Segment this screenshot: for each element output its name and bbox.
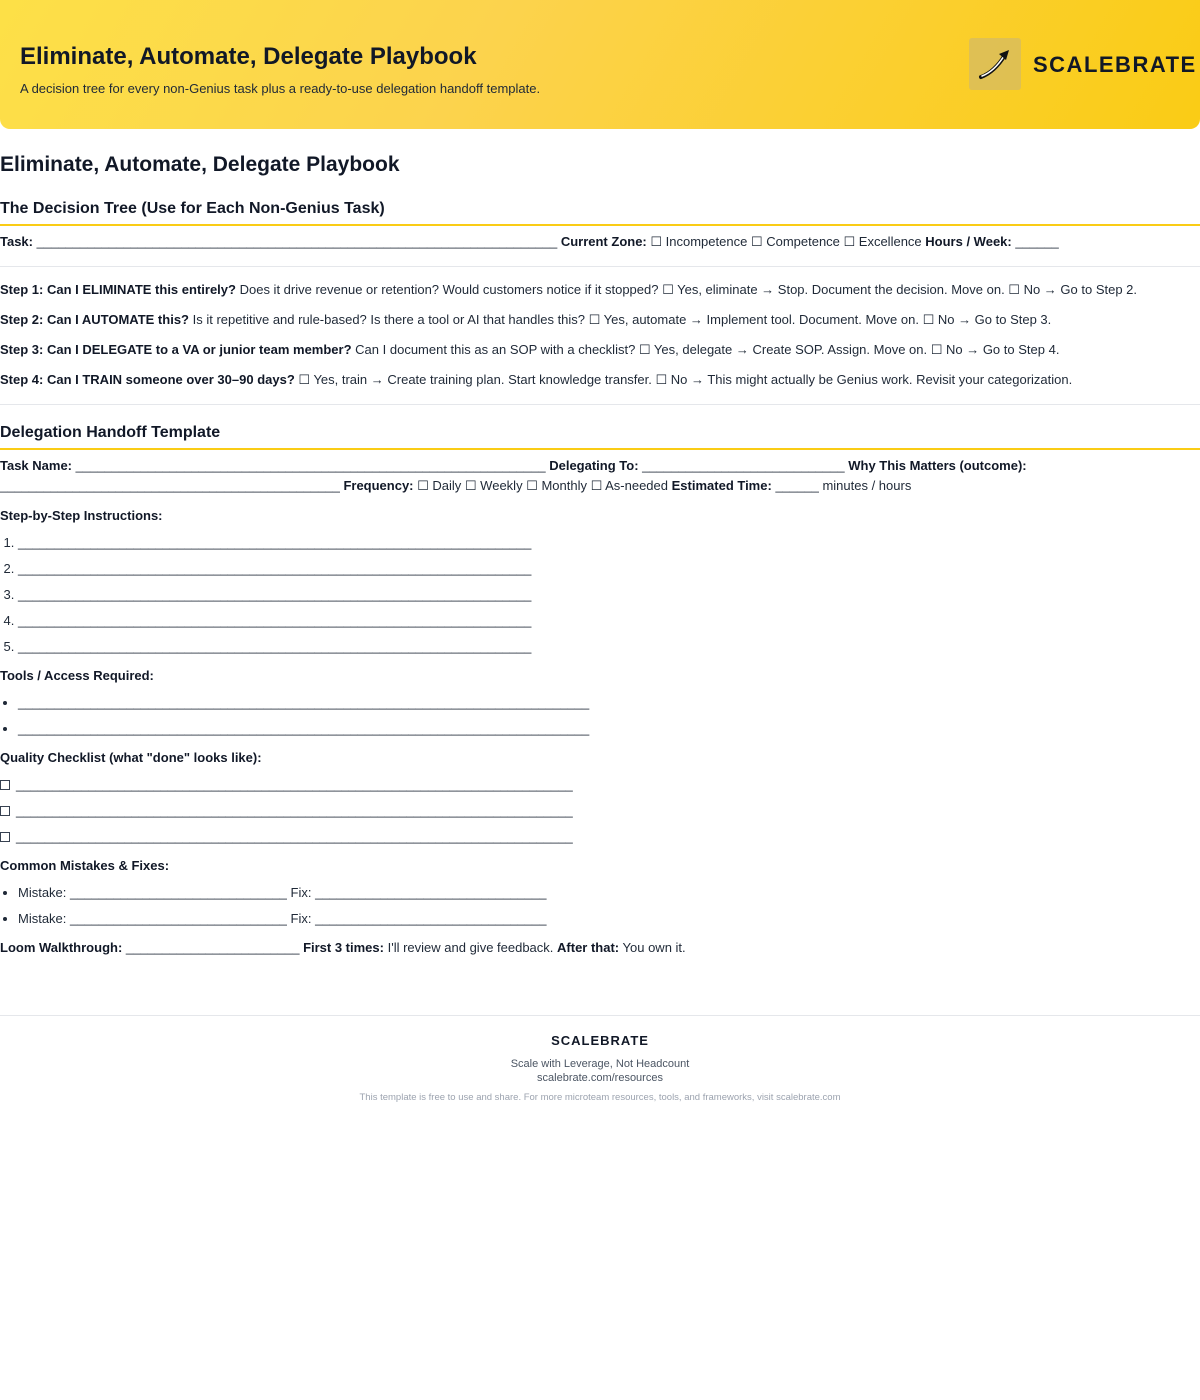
step-text: Is it repetitive and rule-based? Is there a tool or AI that handles this? ☐ Yes, automate → Implement tool. Document. Move on. ☐ No → Go to Step 3. [192,312,1052,327]
brand-name: SCALEBRATE [1033,52,1197,77]
time-label: Estimated Time: [671,478,772,493]
quality-item [0,772,1200,798]
checkbox[interactable] [0,806,10,816]
header-subtitle: A decision tree for every non-Genius task plus a ready-to-use delegation handoff template. [20,81,541,96]
decision-step [0,310,1200,330]
step-label: Step 1: Can I ELIMINATE this entirely? [0,282,236,297]
zone-label: Current Zone: [560,234,647,249]
after-text: You own it. [622,940,686,955]
loom-line [0,938,1200,958]
why-label: Why This Matters (outcome): [848,458,1027,473]
header-title: Eliminate, Automate, Delegate Playbook [20,43,477,70]
quality-checklist [0,772,1200,850]
first-label: First 3 times: [303,940,384,955]
logo-icon [969,38,1021,90]
mistake-blank[interactable]: Mistake: ______________________________ [18,911,287,926]
document-title: Eliminate, Automate, Delegate Playbook [0,153,400,176]
step-text: Can I document this as an SOP with a checklist? ☐ Yes, delegate → Create SOP. Assign. Move on. ☐ No → Go to Step 4. [355,342,1060,357]
task-label: Task: [0,234,33,249]
instruction-blank[interactable]: 4. _______________________________________________________________________ [18,608,1200,634]
instruction-blank[interactable]: 3. _______________________________________________________________________ [18,582,1200,608]
first-text: I'll review and give feedback. [387,940,554,955]
loom-blank[interactable]: ________________________ [125,940,300,955]
mistake-item [18,906,1200,932]
after-label: After that: [557,940,620,955]
loom-label: Loom Walkthrough: [0,940,123,955]
step-text: Does it drive revenue or retention? Would customers notice if it stopped? ☐ Yes, eliminate → Stop. Document the decision. Move on. ☐ No → Go to Step 2. [239,282,1138,297]
quality-label: Quality Checklist (what "done" looks like): [0,750,262,765]
quality-blank[interactable]: _____________________________________________________________________________ [16,777,573,792]
quality-blank[interactable]: _____________________________________________________________________________ [16,829,573,844]
decision-tree-heading: The Decision Tree (Use for Each Non-Genius Task) [0,200,385,217]
task-line [0,232,1200,252]
hours-blank[interactable]: ______ [1015,234,1059,249]
document-body [0,150,1200,958]
time-blank[interactable]: ______ [775,478,819,493]
instruction-list [0,530,1200,660]
mistake-blank[interactable]: Mistake: ______________________________ [18,885,287,900]
footer-url[interactable]: scalebrate.com/resources [537,1072,663,1084]
mistakes-label: Common Mistakes & Fixes: [0,858,170,873]
task-name-label: Task Name: [0,458,73,473]
delegating-label: Delegating To: [549,458,639,473]
fix-blank[interactable]: Fix: ________________________________ [290,911,547,926]
step-label: Step 2: Can I AUTOMATE this? [0,312,189,327]
decision-step [0,340,1200,360]
frequency-options[interactable]: ☐ Daily ☐ Weekly ☐ Monthly ☐ As-needed [417,478,668,493]
decision-step [0,280,1200,300]
handoff-heading: Delegation Handoff Template [0,424,221,441]
quality-item [0,798,1200,824]
tool-blank[interactable]: • _______________________________________________________________________________ [18,690,1200,716]
instruction-blank[interactable]: 1. _______________________________________________________________________ [18,530,1200,556]
fix-blank[interactable]: Fix: ________________________________ [290,885,547,900]
checkbox[interactable] [0,832,10,842]
mistake-item [18,880,1200,906]
tool-blank[interactable]: • _______________________________________________________________________________ [18,716,1200,742]
footer-tagline: Scale with Leverage, Not Headcount [510,1058,690,1070]
handoff-heading-wrap [0,422,1200,450]
mistakes-list [0,880,1200,932]
footer-brand: SCALEBRATE [551,1033,649,1048]
instruction-blank[interactable]: 5. _______________________________________________________________________ [18,634,1200,660]
handoff-details [0,456,1200,496]
step-label: Step 3: Can I DELEGATE to a VA or junior team member? [0,342,352,357]
footer-note: This template is free to use and share. For more microteam resources, tools, and frameworks, visit scalebrate.com [359,1092,841,1103]
time-units: minutes / hours [822,478,912,493]
task-name-blank[interactable]: _________________________________________________________________ [75,458,546,473]
divider [0,266,1200,267]
zone-options[interactable]: ☐ Incompetence ☐ Competence ☐ Excellence [650,234,922,249]
tools-list [0,690,1200,742]
instruction-blank[interactable]: 2. _______________________________________________________________________ [18,556,1200,582]
step-label: Step 4: Can I TRAIN someone over 30–90 days? [0,372,295,387]
decision-tree-heading-wrap [0,198,1200,226]
delegating-blank[interactable]: ____________________________ [642,458,845,473]
task-blank[interactable]: ________________________________________________________________________ [36,234,558,249]
hours-label: Hours / Week: [925,234,1012,249]
quality-item [0,824,1200,850]
checkbox[interactable] [0,780,10,790]
divider [0,404,1200,405]
page-header [0,0,1200,129]
decision-step [0,370,1200,390]
quality-blank[interactable]: _____________________________________________________________________________ [16,803,573,818]
step-text: ☐ Yes, train → Create training plan. Start knowledge transfer. ☐ No → This might actually be Genius work. Revisit your categorization. [298,372,1073,387]
frequency-label: Frequency: [343,478,414,493]
why-blank[interactable]: _______________________________________________ [0,478,340,493]
page-footer [0,1015,1200,1103]
steps-label: Step-by-Step Instructions: [0,508,163,523]
tools-label: Tools / Access Required: [0,668,154,683]
